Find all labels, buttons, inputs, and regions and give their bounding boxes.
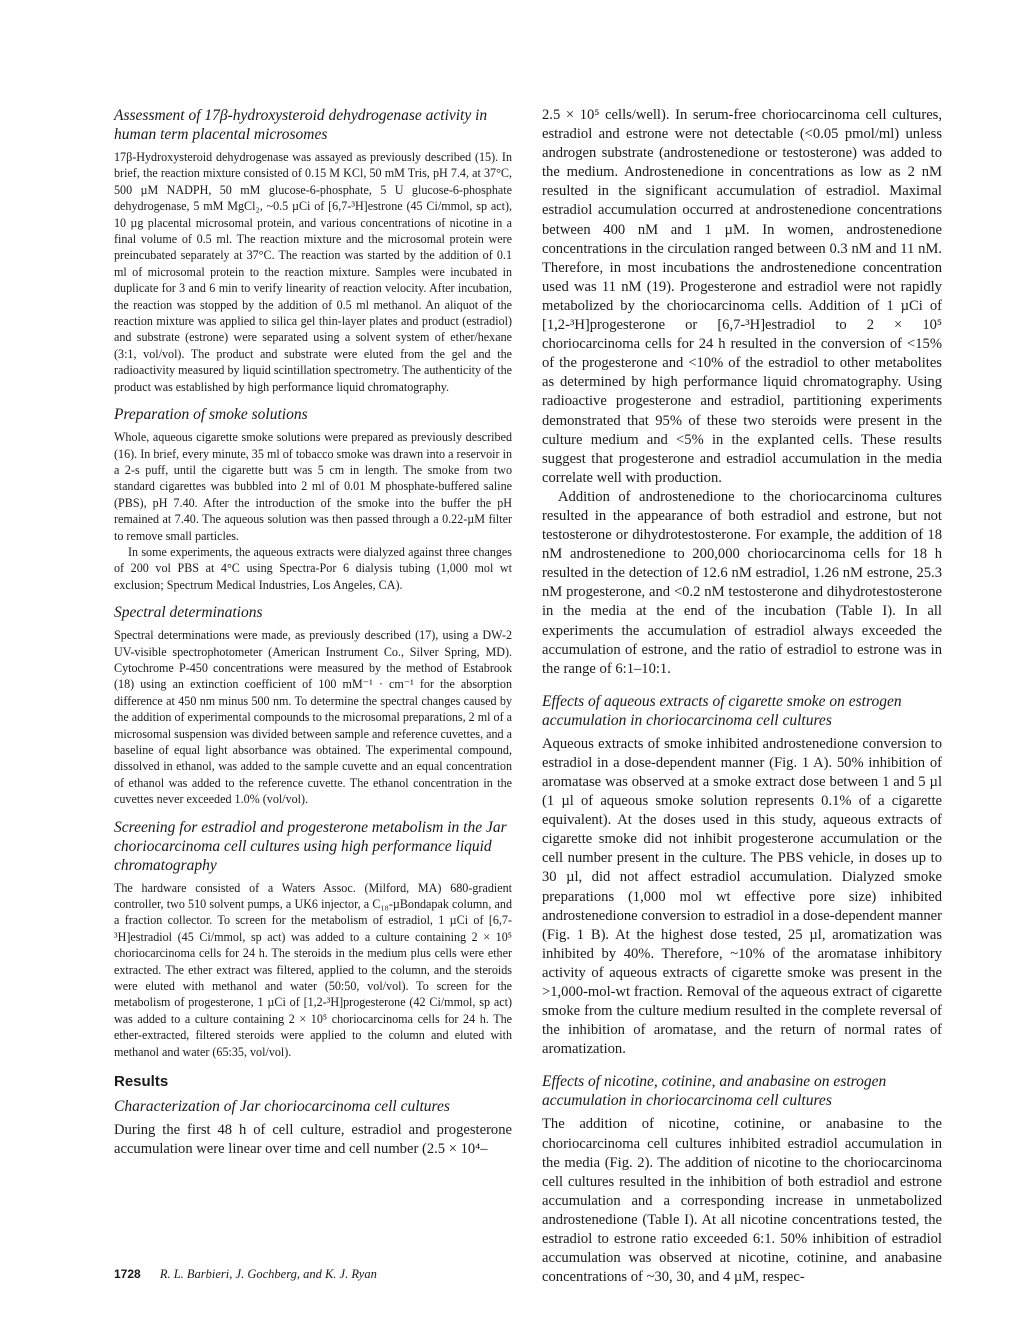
paragraph-hplc-screening: The hardware consisted of a Waters Assoc. (Milford, MA) 680-gradient controller, two 510 solvent pumps, a UK6 injector, a C₁₈-µBondapak column, and a fraction collector. To screen for the metabolism of estradiol, 1 µCi of [6,7-³H]estradiol (45 Ci/mmol, sp act) was added to a culture containing 2 × 10⁵ choriocarcinoma cells for 24 h. The steroids in the medium plus cells were ether extracted. The ether extract was filtered, applied to the column, and the steroids were eluted with methanol and water (50:50, vol/vol). To screen for the metabolism of progesterone, 1 µCi of [1,2-³H]progesterone (42 Ci/mmol, sp act) was added to a culture containing 2 × 10⁵ choriocarcinoma cells for 24 h. The ether-extracted, filtered steroids were applied to the column and eluted with methanol and water (65:35, vol/vol). <box>114 880 512 1059</box>
right-column <box>542 106 942 1287</box>
paragraph-aqueous-extracts: Aqueous extracts of smoke inhibited androstenedione conversion to estradiol in a dose-dependent manner (Fig. 1 A). 50% inhibition of aromatase was observed at a smoke extract dose between 1 and 5 µl (1 µl of aqueous smoke solution represents 0.1% of a cigarette equivalent). At the doses used in this study, aqueous extracts of cigarette smoke did not inhibit progesterone accumulation or the cell number present in the culture. The PBS vehicle, in doses up to 30 µl, did not affect estradiol accumulation. Dialyzed smoke preparations (1,000 mol wt effective pore size) inhibited androstenedione conversion to estradiol in a dose-dependent manner (Fig. 1 B). At the highest dose tested, 25 µl, aromatization was inhibited by 40%. Therefore, ~10% of the aromatase inhibitory activity of aqueous extracts of cigarette smoke was present in the >1,000-mol-wt fraction. Removal of the aqueous extract of cigarette smoke from the culture medium resulted in the complete reversal of the inhibition of aromatase, and the return of normal rates of aromatization. <box>542 735 942 1058</box>
paragraph-spectral: Spectral determinations were made, as previously described (17), using a DW-2 UV-visible spectrophotometer (American Instrument Co., Silver Spring, MD). Cytochrome P-450 concentrations were measured by the method of Estabrook (18) using an extinction coefficient of 100 mM⁻¹ · cm⁻¹ for the absorption difference at 450 nm minus 500 nm. To determine the spectral changes caused by the addition of experimental compounds to the microsomal preparations, 2 ml of a microsomal suspension was divided between sample and reference cuvettes, and a baseline of equal light absorbance was obtained. The experimental compound, dissolved in ethanol, was added to the sample cuvette and an equal concentration of ethanol was added to the reference cuvette. The ethanol concentration in the cuvettes never exceeded 1.0% (vol/vol). <box>114 628 512 807</box>
paragraph-characterization-continued: 2.5 × 10⁵ cells/well). In serum-free choriocarcinoma cell cultures, estradiol and estrone were not detectable (<0.05 pmol/ml) unless androgen substrate (androstenedione or testosterone) was added to the medium. Androstenedione in concentrations as low as 2 nM resulted in the significant accumulation of estradiol. Maximal estradiol accumulation occurred at androstenedione concentrations between 400 nM and 1 µM. In women, androstenedione concentrations in the circulation ranged between 0.3 nM and 11 nM. Therefore, in most incubations the androstenedione concentration used was 11 nM (19). Progesterone and estradiol were not rapidly metabolized by the choriocarcinoma cells. Addition of 1 µCi of [1,2-³H]progesterone or [6,7-³H]estradiol to 2 × 10⁵ choriocarcinoma cells for 24 h resulted in the conversion of <15% of the progesterone and <10% of the estradiol to other metabolites as determined by high performance liquid chromatography. Using radioactive progesterone and estradiol, partitioning experiments demonstrated that 95% of these two steroids were present in the culture medium and <5% in the explanted cells. These results suggest that progesterone and estradiol accumulation in the media correlate well with production. <box>542 107 942 486</box>
section-heading-nicotine-cotinine: Effects of nicotine, cotinine, and anabasine on estrogen accumulation in choriocarcinoma cell cultures <box>542 1073 887 1110</box>
paragraph-17beta-hsd-assay: 17β-Hydroxysteroid dehydrogenase was assayed as previously described (15). In brief, the reaction mixture consisted of 0.15 M KCl, 50 mM Tris, pH 7.4, at 37°C, 500 µM NADPH, 50 mM glucose-6-phosphate, 5 U glucose-6-phosphate dehydrogenase, 5 mM MgCl₂, ~0.5 µCi of [6,7-³H]estrone (45 Ci/mmol, sp act), 10 µg placental microsomal protein, and various concentrations of nicotine in a final volume of 0.5 ml. The reaction mixture and the microsomal protein were preincubated separately at 37°C. The reaction was started by the addition of 0.1 ml of microsomal protein to the reaction mixture. Samples were incubated in duplicate for 3 and 6 min to verify linearity of reaction velocity. After incubation, the reaction was stopped by the addition of 0.5 ml methanol. An aliquot of the reaction mixture was applied to silica gel thin-layer plates and product (estradiol) and substrate (estrone) were separated using a solvent system of ether/hexane (3:1, vol/vol). The product and substrate were eluted from the gel and the radioactivity measured by liquid scintillation spectrometry. The authenticity of the product was established by high performance liquid chromatography. <box>114 150 512 394</box>
section-heading-hplc-screening: Screening for estradiol and progesterone metabolism in the Jar choriocarcinoma cell cultures using high performance liquid chromatography <box>114 818 507 874</box>
left-column <box>114 106 512 1159</box>
page-footer <box>114 1267 377 1282</box>
page-number: 1728 <box>114 1267 141 1281</box>
section-heading-17beta-hsd: Assessment of 17β-hydroxysteroid dehydrogenase activity in human term placental microsomes <box>114 107 488 143</box>
section-heading-aqueous-extracts: Effects of aqueous extracts of cigarette smoke on estrogen accumulation in choriocarcinoma cell cultures <box>542 692 902 729</box>
paragraph-androstenedione-addition: Addition of androstenedione to the choriocarcinoma cultures resulted in the appearance of both estradiol and estrone, but not testosterone or dihydrotestosterone. For example, the addition of 18 nM androstenedione to 200,000 choriocarcinoma cells for 18 h resulted in the detection of 12.6 nM estradiol, 1.26 nM estrone, 25.3 nM progesterone, and <0.2 nM testosterone and dihydrotestosterone in the media at the end of the incubation (Table I). In all experiments the accumulation of estradiol always exceeded the accumulation of estrone, and the ratio of estradiol to estrone was in the range of 6:1–10:1. <box>542 488 942 677</box>
paragraph-characterization: During the first 48 h of cell culture, estradiol and progesterone accumulation were linear over time and cell number (2.5 × 10⁴– <box>114 1122 512 1158</box>
section-heading-characterization: Characterization of Jar choriocarcinoma cell cultures <box>114 1098 450 1116</box>
section-heading-smoke-solutions: Preparation of smoke solutions <box>114 406 308 424</box>
paragraph-smoke-solutions: Whole, aqueous cigarette smoke solutions were prepared as previously described (16). In brief, every minute, 35 ml of tobacco smoke was drawn into a reservoir in a 2-s puff, until the cigarette butt was 5 cm in length. The smoke from two standard cigarettes was bubbled into 2 ml of 0.01 M phosphate-buffered saline (PBS), pH 7.40. After the introduction of the smoke into the buffer the pH remained at 7.40. The aqueous solution was then passed through a 0.22-µM filter to remove small particles. <box>114 430 512 543</box>
running-authors: R. L. Barbieri, J. Gochberg, and K. J. Ryan <box>159 1267 377 1281</box>
results-heading: Results <box>114 1073 169 1091</box>
paragraph-nicotine-cotinine: The addition of nicotine, cotinine, or anabasine to the choriocarcinoma cell cultures inhibited estradiol accumulation in the media (Fig. 2). The addition of nicotine to the choriocarcinoma cell cultures resulted in the inhibition of both estradiol and estrone accumulation and a corresponding increase in unmetabolized androstenedione (Table I). At all nicotine concentrations tested, the estradiol to estrone ratio exceeded 6:1. 50% inhibition of estradiol accumulation was observed at nicotine, cotinine, and anabasine concentrations of ~30, 30, and 4 µM, respec- <box>542 1116 942 1286</box>
paragraph-dialysis: In some experiments, the aqueous extracts were dialyzed against three changes of 200 vol PBS at 4°C using Spectra-Por 6 dialysis tubing (1,000 mol wt exclusion; Spectrum Medical Industries, Los Angeles, CA). <box>114 544 512 592</box>
section-heading-spectral: Spectral determinations <box>114 604 263 622</box>
